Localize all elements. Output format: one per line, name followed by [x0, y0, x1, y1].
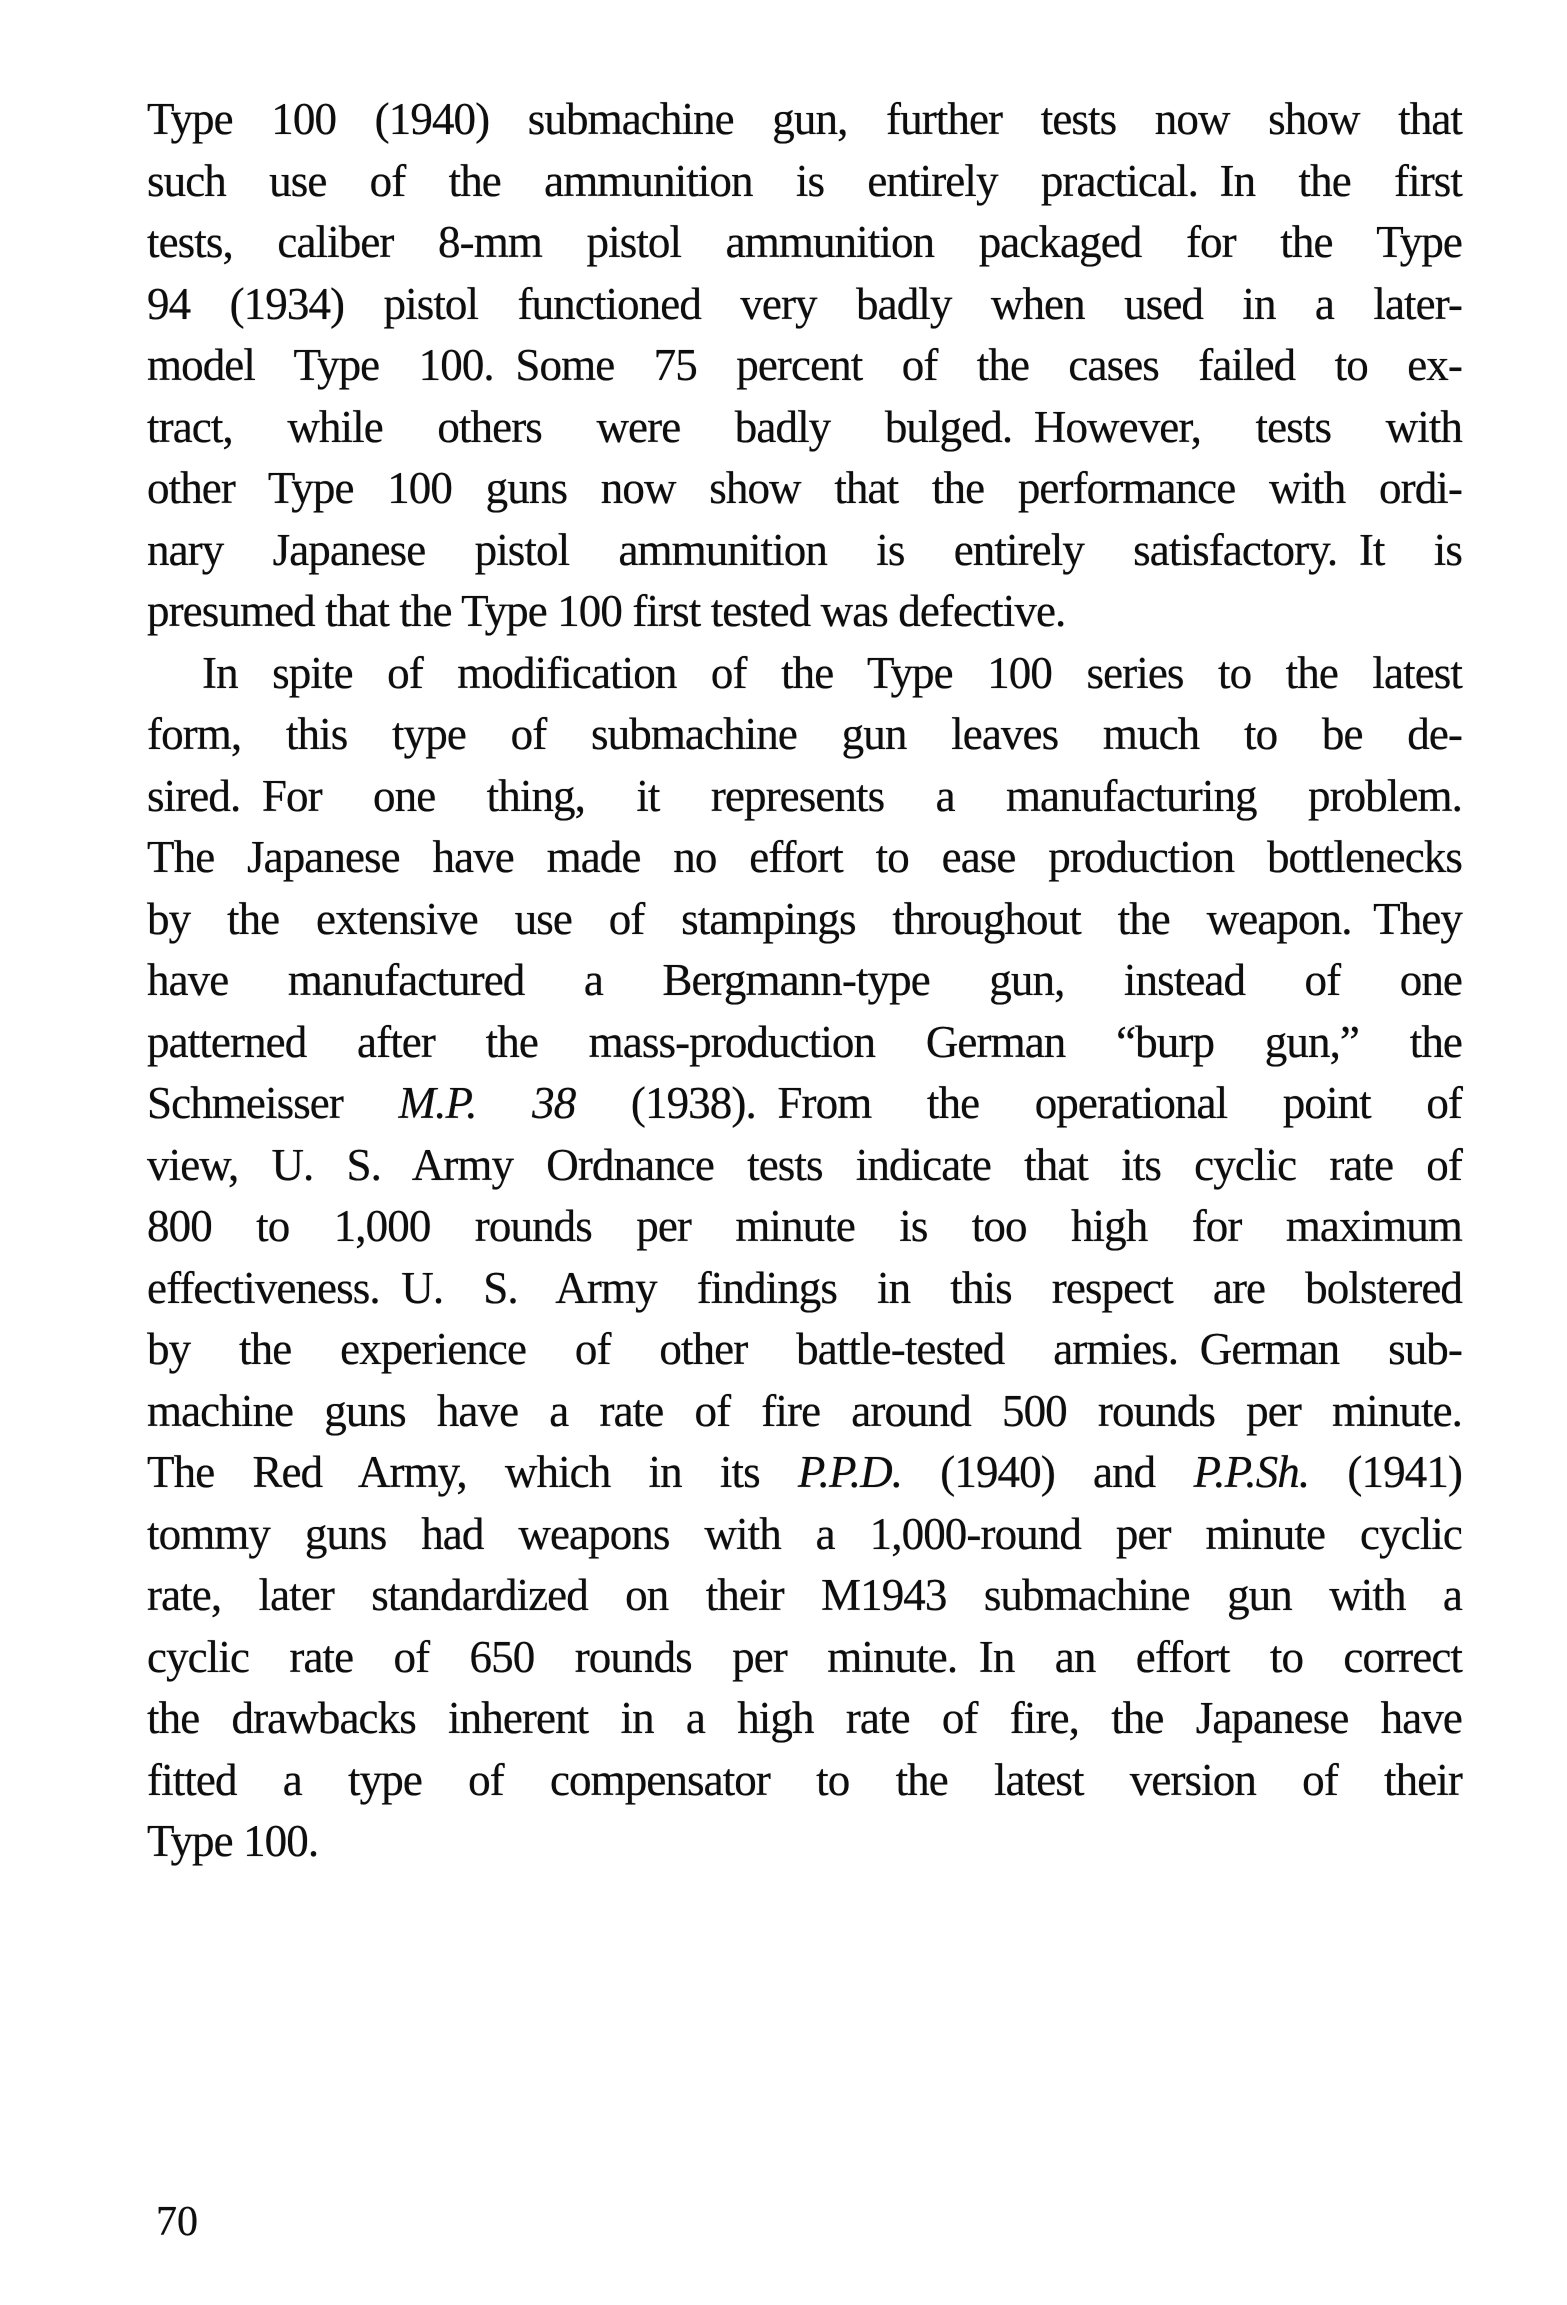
text-segment: The Red Army, which in its [147, 1447, 798, 1497]
text-segment: form, this type of submachine gun leaves much to be de- [147, 709, 1462, 759]
text-line [147, 889, 1462, 951]
italic-text: M.P. 38 [398, 1078, 576, 1128]
text-segment: 94 (1934) pistol functioned very badly when used in a later- [147, 278, 1462, 329]
text-line [147, 1012, 1462, 1074]
text-line [147, 643, 1462, 705]
text-segment: by the extensive use of stampings throughout the weapon. They [147, 893, 1462, 944]
text-line [147, 1750, 1462, 1812]
text-segment: cyclic rate of 650 rounds per minute. In an effort to correct [147, 1631, 1462, 1682]
text-line [147, 1319, 1462, 1381]
text-line [147, 1073, 1462, 1135]
text-segment: view, U. S. Army Ordnance tests indicate that its cyclic rate of [147, 1139, 1462, 1190]
text-line [147, 950, 1462, 1012]
text-segment: presumed that the Type 100 first tested was defective. [147, 586, 1066, 636]
italic-text: P.P.D. [797, 1447, 903, 1497]
text-line [147, 1688, 1462, 1750]
text-line [147, 1442, 1462, 1504]
text-line [147, 458, 1462, 520]
text-line [147, 274, 1462, 336]
text-line [147, 1196, 1462, 1258]
text-segment: have manufactured a Bergmann-type gun, instead of one [147, 955, 1462, 1005]
text-segment: model Type 100. Some 75 percent of the cases failed to ex- [147, 340, 1462, 390]
text-line [147, 1565, 1462, 1627]
text-line [147, 212, 1462, 274]
text-segment: sired. For one thing, it represents a manufacturing problem. [147, 770, 1462, 821]
text-segment: Type 100. [147, 1816, 319, 1866]
text-segment: patterned after the mass-production German “burp gun,” the [147, 1016, 1462, 1067]
text-segment: Schmeisser [147, 1078, 399, 1128]
text-segment: In spite of modification of the Type 100 series to the latest [202, 647, 1462, 698]
text-line [147, 704, 1462, 766]
text-segment: 800 to 1,000 rounds per minute is too high for maximum [147, 1201, 1462, 1251]
text-line [147, 1258, 1462, 1320]
text-line [147, 1627, 1462, 1689]
text-segment: fitted a type of compensator to the latest version of their [147, 1754, 1462, 1805]
text-segment: The Japanese have made no effort to ease production bottlenecks [147, 832, 1462, 882]
text-line [147, 827, 1462, 889]
text-segment: by the experience of other battle-tested armies. German sub- [147, 1324, 1462, 1374]
text-line [147, 581, 1462, 643]
text-line [147, 151, 1462, 213]
text-segment: tommy guns had weapons with a 1,000-round per minute cyclic [147, 1508, 1462, 1559]
italic-text: P.P.Sh. [1193, 1447, 1310, 1497]
text-segment: other Type 100 guns now show that the performance with ordi- [147, 463, 1462, 513]
text-segment: nary Japanese pistol ammunition is entirely satisfactory. It is [147, 524, 1462, 575]
text-segment: tests, caliber 8-mm pistol ammunition packaged for the Type [147, 217, 1462, 267]
text-line [147, 1381, 1462, 1443]
text-line [147, 397, 1462, 459]
text-line [147, 1504, 1462, 1566]
text-line [147, 520, 1462, 582]
text-line [147, 335, 1462, 397]
text-segment: rate, later standardized on their M1943 submachine gun with a [147, 1570, 1462, 1620]
text-line [147, 89, 1462, 151]
text-segment: (1940) and [902, 1447, 1194, 1497]
text-segment: (1941) [1309, 1447, 1462, 1497]
text-segment: Type 100 (1940) submachine gun, further tests now show that [147, 94, 1462, 144]
text-segment: such use of the ammunition is entirely practical. In the first [147, 155, 1462, 206]
text-segment: (1938). From the operational point of [575, 1078, 1463, 1128]
text-segment: machine guns have a rate of fire around 500 rounds per minute. [147, 1385, 1462, 1436]
body-text [147, 89, 1462, 1873]
text-segment: effectiveness. U. S. Army findings in this respect are bolstered [147, 1262, 1462, 1313]
text-segment: tract, while others were badly bulged. However, tests with [147, 401, 1462, 452]
text-line [147, 766, 1462, 828]
text-line [147, 1811, 1462, 1873]
text-line [147, 1135, 1462, 1197]
page-number: 70 [156, 2199, 198, 2245]
text-segment: the drawbacks inherent in a high rate of fire, the Japanese have [147, 1693, 1462, 1743]
